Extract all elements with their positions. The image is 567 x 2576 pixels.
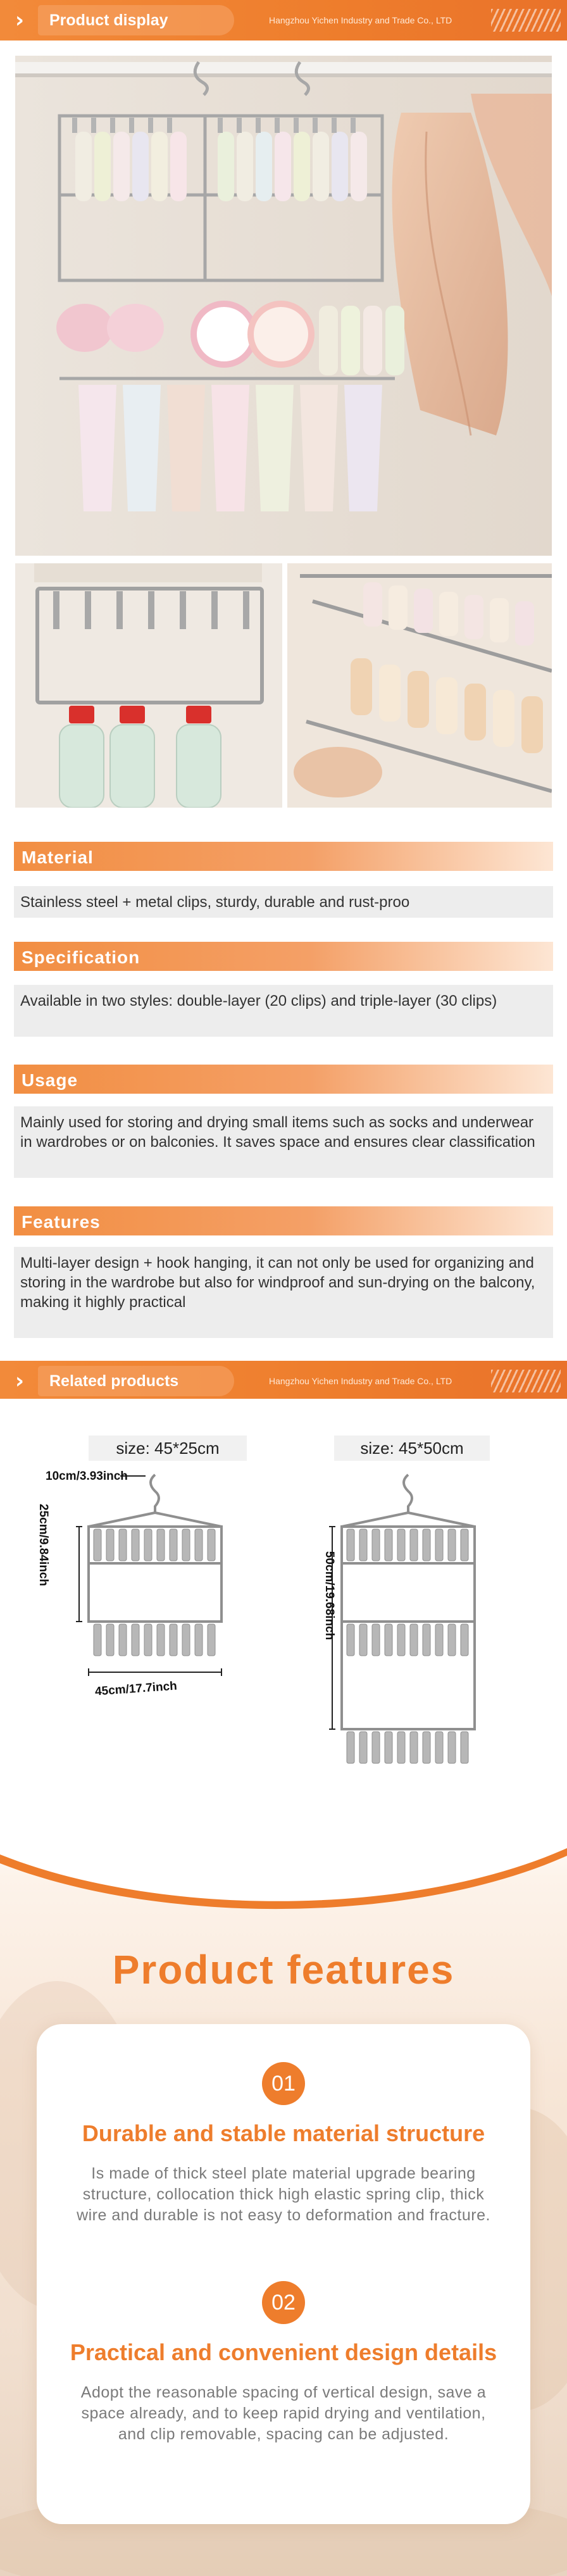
feature-number-badge: 02: [262, 2281, 305, 2324]
rack-triple-layer-image: [304, 1468, 519, 1772]
feature-description: Is made of thick steel plate material upgrade bearing structure, collocation thick high elastic spring clip, thick wire and durable is not easy to deformation and fracture.: [77, 2165, 490, 2224]
size-label-left: size: 45*25cm: [89, 1435, 247, 1461]
product-features-title: Product features: [112, 1947, 455, 1992]
material-title: Material: [22, 847, 94, 867]
height-dimension-label-right: 50cm/19.68inch: [323, 1551, 336, 1641]
width-dimension-label: 45cm/17.7inch: [94, 1679, 178, 1699]
usage-title: Usage: [22, 1070, 78, 1090]
height-dimension-label-left: 25cm/9.84inch: [37, 1504, 50, 1586]
chevron-right-icon: ›: [15, 8, 25, 33]
header-title: Product display: [49, 11, 168, 29]
rack-double-layer-image: [38, 1468, 253, 1709]
material-title-bar: [14, 842, 553, 871]
decorative-stripes: [491, 9, 561, 32]
feature-number-badge: 01: [262, 2062, 305, 2105]
features-title: Features: [22, 1212, 101, 1232]
decorative-stripes: [491, 1370, 561, 1392]
feature-description: Adopt the reasonable spacing of vertical design, save a space already, and to keep rapid drying and ventilation, and clip removable, spacing can be adjusted.: [80, 2384, 487, 2443]
detail-photo-right: [287, 563, 552, 808]
orange-wave-divider: [0, 1816, 567, 1918]
main-product-photo: [15, 56, 552, 556]
company-name: Hangzhou Yichen Industry and Trade Co., LTD: [269, 1376, 452, 1386]
size-label-right: size: 45*50cm: [334, 1435, 490, 1461]
hook-dimension-label: 10cm/3.93inch: [46, 1470, 128, 1483]
feature-title: Durable and stable material structure: [82, 2120, 485, 2146]
feature-title: Practical and convenient design details: [70, 2339, 497, 2365]
product-display-header: [0, 0, 567, 41]
related-products: [0, 1399, 567, 1816]
specification-title: Specification: [22, 947, 140, 967]
company-name: Hangzhou Yichen Industry and Trade Co., LTD: [269, 15, 452, 25]
features-text: Multi-layer design + hook hanging, it can not only be used for organizing and storing in the wardrobe but also for windproof and sun-drying on the balcony, making it highly practical: [14, 1247, 553, 1338]
detail-photo-left: [15, 563, 282, 808]
material-text: Stainless steel + metal clips, sturdy, durable and rust-proo: [14, 886, 553, 918]
specification-text: Available in two styles: double-layer (20 clips) and triple-layer (30 clips): [14, 985, 553, 1037]
usage-text: Mainly used for storing and drying small items such as socks and underwear in wardrobes or on balconies. It saves space and ensures clear classification: [14, 1106, 553, 1178]
specification-title-bar: [14, 942, 553, 971]
related-products-header: [0, 1361, 567, 1401]
features-title-bar: [14, 1206, 553, 1235]
chevron-right-icon: ›: [15, 1368, 25, 1394]
usage-title-bar: [14, 1065, 553, 1094]
header-title: Related products: [49, 1372, 179, 1390]
